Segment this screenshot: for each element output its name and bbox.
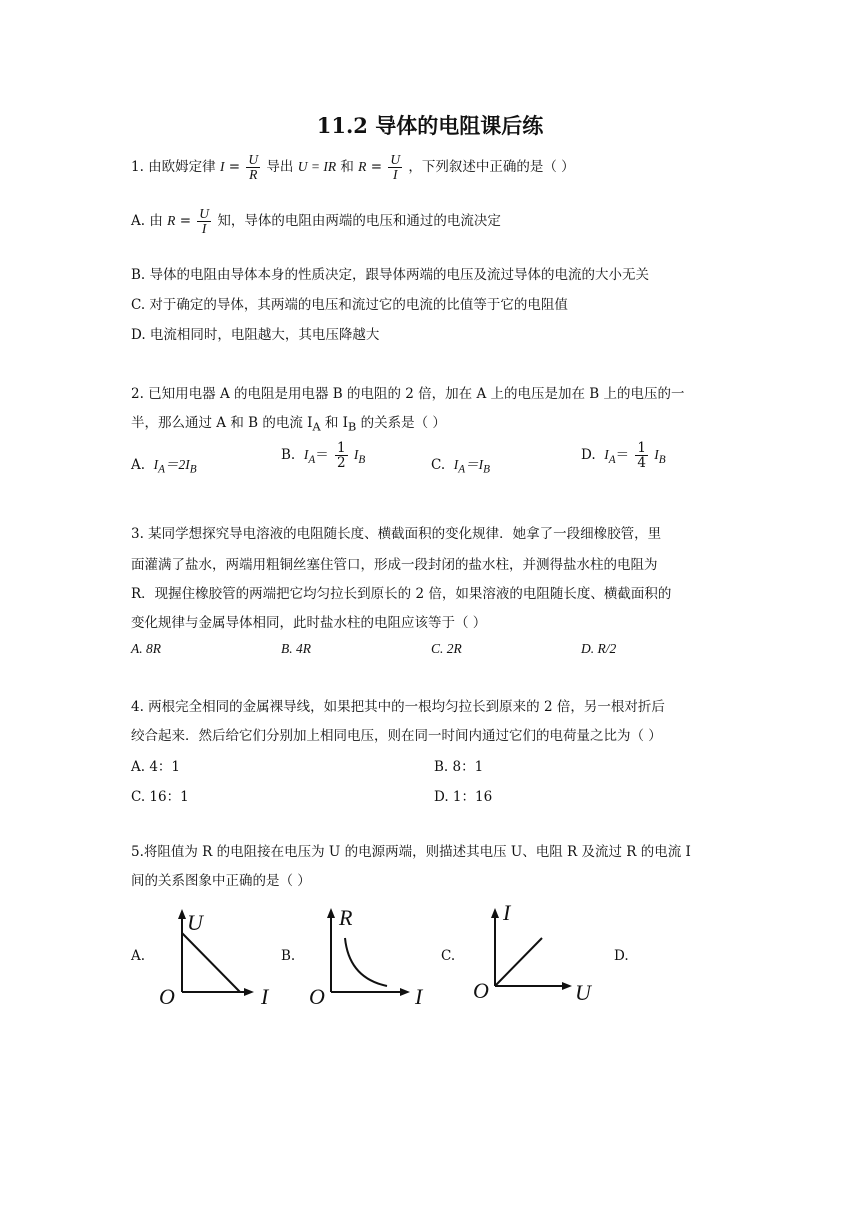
- q4-option-b[interactable]: B. 8：1: [434, 759, 484, 775]
- q2-b-lhs: I: [303, 447, 309, 463]
- q4-option-a[interactable]: A. 4：1: [131, 759, 181, 775]
- q1-option-a[interactable]: [131, 207, 501, 236]
- question-4-line2: 绞合起来．然后给它们分别加上相同电压，则在同一时间内通过它们的电荷量之比为（ ）: [131, 728, 662, 744]
- q2-b-sub2: B: [358, 453, 366, 466]
- q1-a-fraction: [197, 207, 211, 236]
- graph-b-x-label: I: [415, 984, 423, 1009]
- q3-option-b[interactable]: B. 4R: [281, 641, 311, 656]
- q2-d-num: 1: [637, 440, 646, 456]
- graph-c-y-arrow: [491, 908, 499, 918]
- graph-c-y-label: I: [503, 900, 511, 925]
- q2-b-eq: ＝: [315, 447, 329, 464]
- graph-c-origin: O: [473, 978, 489, 1003]
- q2-c-sub2: B: [483, 463, 490, 476]
- q1-formula3-eq: =: [370, 159, 383, 176]
- q2-d-label: D.: [581, 447, 596, 464]
- graph-b-origin: O: [309, 984, 325, 1009]
- q2-b-den: 2: [336, 455, 346, 472]
- q1-formula-2: U = IR: [297, 159, 337, 175]
- q5-option-d[interactable]: D.: [614, 948, 629, 964]
- q1-a-lhs: R: [167, 213, 176, 229]
- graph-c-x-arrow: [562, 982, 572, 990]
- graph-a: [155, 905, 280, 1010]
- q2-option-a[interactable]: [131, 453, 197, 476]
- question-5-line1: 5.将阻值为 R 的电阻接在电压为 U 的电源两端，则描述其电压 U、电阻 R 及流过 R 的电流 I: [131, 844, 691, 860]
- q5-option-b[interactable]: B.: [281, 948, 296, 964]
- graph-a-origin: O: [159, 984, 175, 1009]
- q1-frac1-den: R: [249, 167, 258, 183]
- q2-line2-end: 的关系是（ ）: [360, 415, 446, 431]
- graph-a-y-label: U: [187, 910, 203, 935]
- question-3-line1: 3. 某同学想探究导电溶液的电阻随长度、横截面积的变化规律．她拿了一段细橡胶管，里: [131, 526, 662, 542]
- graph-a-y-arrow: [178, 909, 186, 919]
- q2-b-fraction: [335, 441, 348, 470]
- q2-c-label: C.: [431, 457, 446, 473]
- q2-d-lhs: I: [604, 447, 609, 463]
- q2-c-text: I: [453, 457, 459, 472]
- q1-a-prefix: A. 由: [131, 213, 163, 230]
- q1-formula-lhs: I: [219, 159, 225, 175]
- q1-option-d[interactable]: D. 电流相同时，电阻越大，其电压降越大: [131, 327, 380, 343]
- question-4-line1: 4. 两根完全相同的金属裸导线，如果把其中的一根均匀拉长到原来的 2 倍，另一根对折后: [131, 699, 665, 715]
- q2-b-label: B.: [281, 447, 296, 464]
- question-1-stem: [131, 153, 575, 182]
- graph-c-line: [495, 938, 542, 986]
- q2-option-b[interactable]: [281, 441, 365, 470]
- q2-a-sub1: A: [158, 463, 166, 476]
- q2-b-num: 1: [336, 440, 346, 456]
- q5-option-a[interactable]: A.: [131, 948, 146, 964]
- question-3-line3: R．现握住橡胶管的两端把它均匀拉长到原长的 2 倍，如果溶液的电阻随长度、横截面积的: [131, 586, 672, 602]
- q4-option-d[interactable]: D. 1：16: [434, 789, 493, 805]
- q1-frac2-den: I: [392, 167, 398, 183]
- q1-formula-eq: =: [228, 159, 241, 176]
- q2-line2-mid: 和 I: [324, 415, 349, 431]
- graph-b-y-arrow: [327, 908, 335, 918]
- q1-a-eq: =: [179, 213, 191, 230]
- graph-a-line: [182, 933, 240, 992]
- q2-d-den: 4: [637, 455, 646, 472]
- q3-option-a[interactable]: A. 8R: [131, 641, 161, 656]
- q2-b-rhs: I: [353, 447, 359, 463]
- q2-d-fraction: [635, 441, 648, 470]
- q1-suffix: ，下列叙述中正确的是（ ）: [408, 159, 575, 176]
- q1-option-b[interactable]: B. 导体的电阻由导体本身的性质决定，跟导体两端的电压及流过导体的电流的大小无关: [131, 267, 650, 283]
- q2-d-sub2: B: [658, 453, 666, 466]
- q2-c-eq: ＝I: [465, 457, 484, 472]
- q5-option-c[interactable]: C.: [441, 948, 456, 964]
- graph-b-y-label: R: [339, 905, 353, 930]
- q2-line2-sub2: B: [348, 420, 357, 434]
- q2-c-sub1: A: [458, 463, 466, 476]
- q3-option-d[interactable]: D. R/2: [581, 641, 617, 656]
- graph-a-x-arrow: [244, 988, 254, 996]
- question-5-line2: 间的关系图象中正确的是（ ）: [131, 873, 311, 889]
- graph-c: [470, 898, 600, 1008]
- q1-frac2-num: U: [390, 152, 401, 167]
- q2-d-sub1: A: [608, 453, 616, 466]
- q1-a-den: I: [201, 221, 207, 237]
- q1-formula3-lhs: R: [358, 159, 367, 175]
- q1-mid1: 导出: [266, 159, 294, 176]
- page-title: 11.2 导体的电阻课后练: [316, 113, 544, 138]
- graph-a-x-label: I: [261, 984, 269, 1009]
- q1-prefix: 1. 由欧姆定律: [131, 159, 216, 176]
- graph-b-x-arrow: [400, 988, 410, 996]
- q2-option-c[interactable]: [431, 453, 490, 476]
- q1-fraction-1: [246, 153, 260, 182]
- q2-line2-a: 半，那么通过 A 和 B 的电流 I: [131, 415, 313, 431]
- q2-option-d[interactable]: [581, 441, 666, 470]
- q2-a-label: A.: [131, 457, 146, 473]
- q2-a-text: I: [153, 457, 159, 472]
- q1-fraction-2: [388, 153, 402, 182]
- q2-b-sub1: A: [308, 453, 316, 466]
- q2-d-eq: ＝: [615, 447, 630, 464]
- q4-option-c[interactable]: C. 16：1: [131, 789, 189, 805]
- q2-a-eq: ＝2I: [165, 457, 190, 472]
- question-2-line1: 2. 已知用电器 A 的电阻是用电器 B 的电阻的 2 倍，加在 A 上的电压是加在 B 上的电压的一: [131, 386, 685, 402]
- q2-d-rhs: I: [654, 447, 659, 463]
- q1-a-num: U: [199, 206, 210, 221]
- q1-a-suffix: 知，导体的电阻由两端的电压和通过的电流决定: [217, 213, 501, 230]
- q1-option-c[interactable]: C. 对于确定的导体，其两端的电压和流过它的电流的比值等于它的电阻值: [131, 297, 568, 313]
- graph-c-x-label: U: [575, 980, 591, 1005]
- graph-b-curve: [345, 938, 387, 986]
- graph-b: [305, 900, 435, 1010]
- q2-line2-sub1: A: [312, 420, 321, 434]
- q2-a-sub2: B: [189, 463, 197, 476]
- question-3-line2: 面灌满了盐水，两端用粗铜丝塞住管口，形成一段封闭的盐水柱，并测得盐水柱的电阻为: [131, 557, 658, 573]
- question-2-line2: [131, 411, 446, 434]
- q1-mid2: 和: [340, 159, 354, 176]
- question-3-line4: 变化规律与金属导体相同，此时盐水柱的电阻应该等于（ ）: [131, 615, 487, 631]
- q3-option-c[interactable]: C. 2R: [431, 641, 462, 656]
- q1-frac1-num: U: [248, 152, 259, 167]
